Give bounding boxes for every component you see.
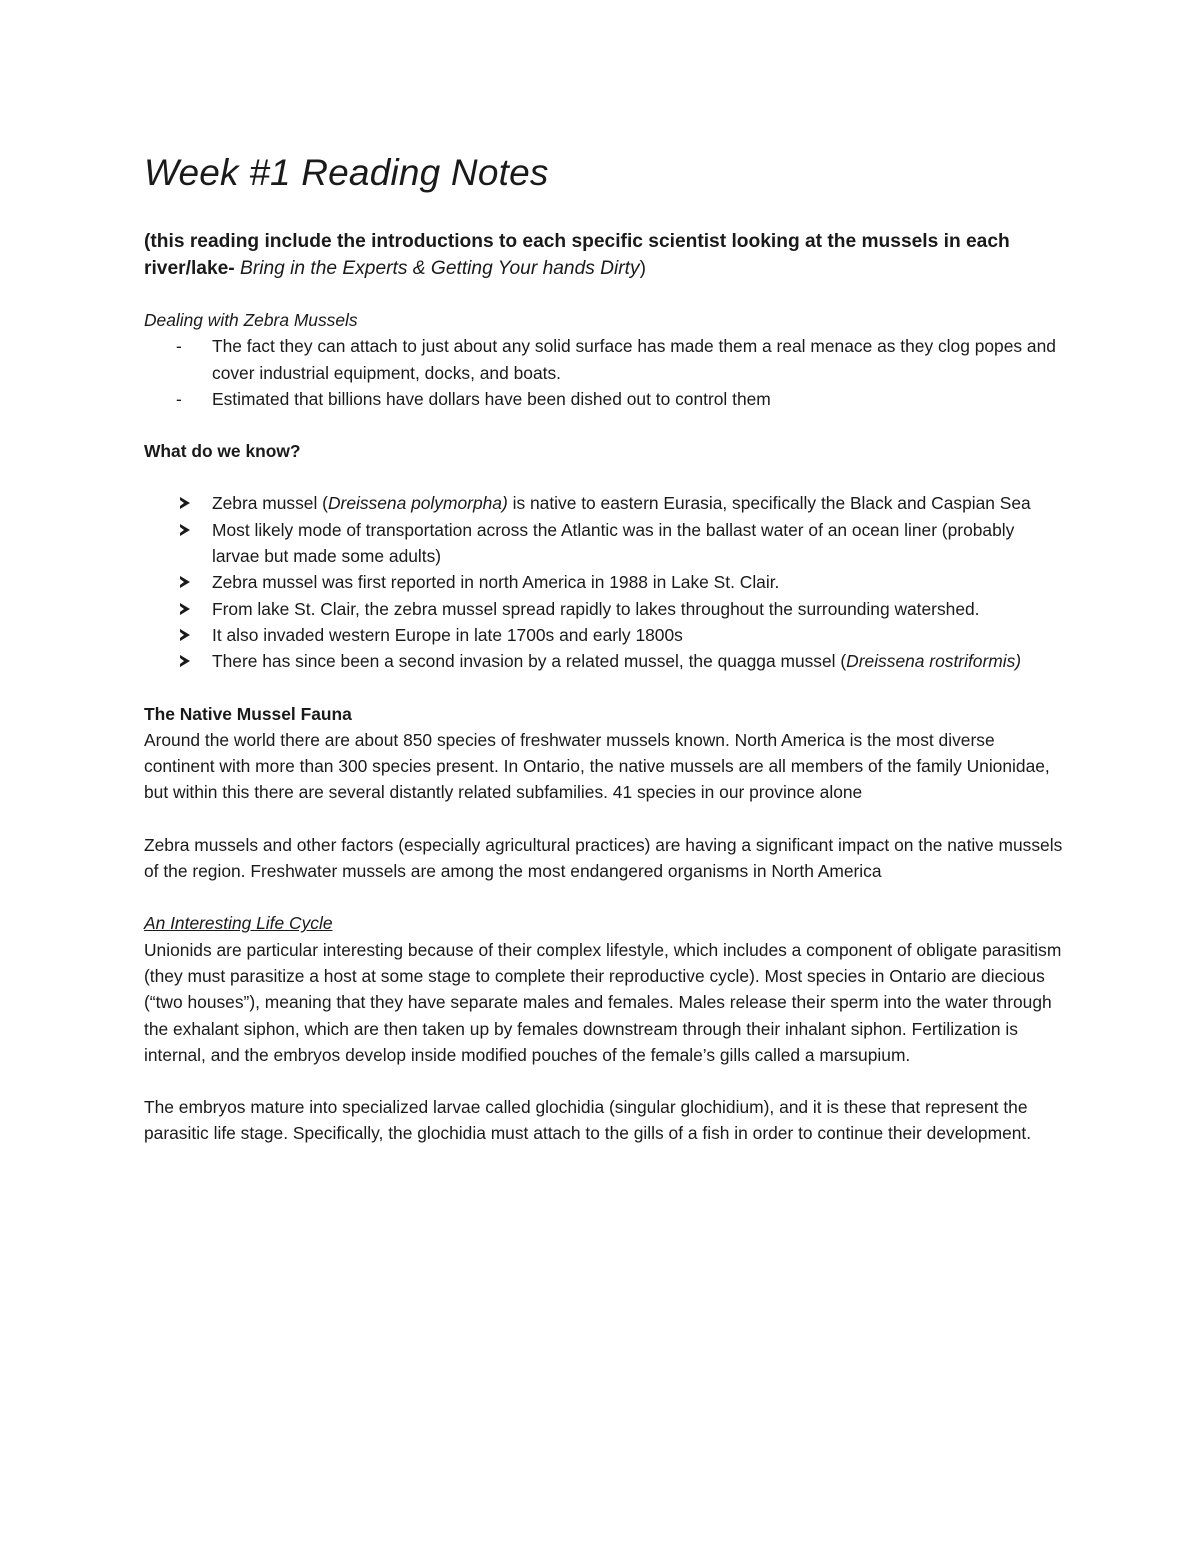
zebra-heading: Dealing with Zebra Mussels: [144, 310, 358, 330]
list-item-text: The fact they can attach to just about any solid surface has made them a real menace as they clog popes and cover industrial equipment, docks, and boats.: [212, 336, 1056, 383]
list-item-text: Most likely mode of transportation across the Atlantic was in the ballast water of an ocean liner (probably larvae but made some adults): [212, 519, 1015, 567]
life-cycle-heading: An Interesting Life Cycle: [144, 913, 333, 934]
arrow-bullet-icon: [180, 622, 248, 648]
list-item: [144, 569, 1064, 595]
page-title: Week #1 Reading Notes: [144, 152, 549, 193]
list-item: [144, 517, 1064, 570]
arrow-bullet-icon: [180, 490, 248, 516]
arrow-bullet-icon: [180, 648, 248, 674]
intro-italic-text: Bring in the Experts & Getting Your hands Dirty: [240, 258, 640, 279]
arrow-bullet-icon: [180, 569, 248, 595]
list-item: [144, 622, 1064, 648]
list-item: [144, 386, 1064, 412]
list-item-text: It also invaded western Europe in late 1700s and early 1800s: [212, 624, 683, 645]
arrow-bullet-icon: [180, 517, 248, 543]
arrow-bullet-icon: [180, 596, 248, 622]
intro-paragraph: [144, 228, 1064, 282]
list-item: [144, 596, 1064, 622]
list-item-text: Zebra mussel was first reported in north America in 1988 in Lake St. Clair.: [212, 572, 780, 593]
list-item-text: From lake St. Clair, the zebra mussel spread rapidly to lakes throughout the surrounding watershed.: [212, 598, 980, 619]
zebra-list: [144, 333, 1064, 412]
native-paragraph-1: Around the world there are about 850 species of freshwater mussels known. North America is the most diverse continent with more than 300 species present. In Ontario, the native mussels are all members of the family Unionidae, but within this there are several distantly related subfamilies. 41 species in our province alone: [144, 729, 1050, 803]
list-item-text: Zebra mussel (Dreissena polymorpha) is native to eastern Eurasia, specifically the Black and Caspian Sea: [212, 493, 1031, 514]
list-item: [144, 648, 1064, 674]
life-cycle-paragraph-2: The embryos mature into specialized larvae called glochidia (singular glochidium), and it is these that represent the parasitic life stage. Specifically, the glochidia must attach to the gills of a fish in order to continue their development.: [144, 1097, 1032, 1144]
list-item: [144, 333, 1064, 386]
list-item-text: There has since been a second invasion by a related mussel, the quagga mussel (Dreissena rostriformis): [212, 651, 1022, 672]
native-heading: The Native Mussel Fauna: [144, 703, 352, 724]
life-cycle-paragraph-1: Unionids are particular interesting because of their complex lifestyle, which includes a component of obligate parasitism (they must parasitize a host at some stage to complete their reproductive cycle). Most species in Ontario are diecious (“two houses”), meaning that they have separate males and females. Males release their sperm into the water through the exhalant siphon, which are then taken up by females downstream through their inhalant siphon. Fertilization is internal, and the embryos develop inside modified pouches of the female’s gills called a marsupium.: [144, 939, 1062, 1065]
intro-close: ): [639, 258, 646, 279]
native-paragraph-2: Zebra mussels and other factors (especially agricultural practices) are having a significant impact on the native mussels of the region. Freshwater mussels are among the most endangered organisms in North America: [144, 834, 1063, 882]
dash-marker: -: [176, 336, 182, 357]
intro-bold-text: (this reading include the introductions to each specific scientist looking at the mussels in each river/lake-: [144, 231, 1010, 279]
know-heading: What do we know?: [144, 441, 301, 462]
list-item: [144, 490, 1064, 516]
dash-marker: -: [176, 388, 182, 409]
list-item-text: Estimated that billions have dollars have been dished out to control them: [212, 388, 771, 409]
document-body: [144, 148, 1064, 1147]
know-list: [144, 490, 1064, 674]
